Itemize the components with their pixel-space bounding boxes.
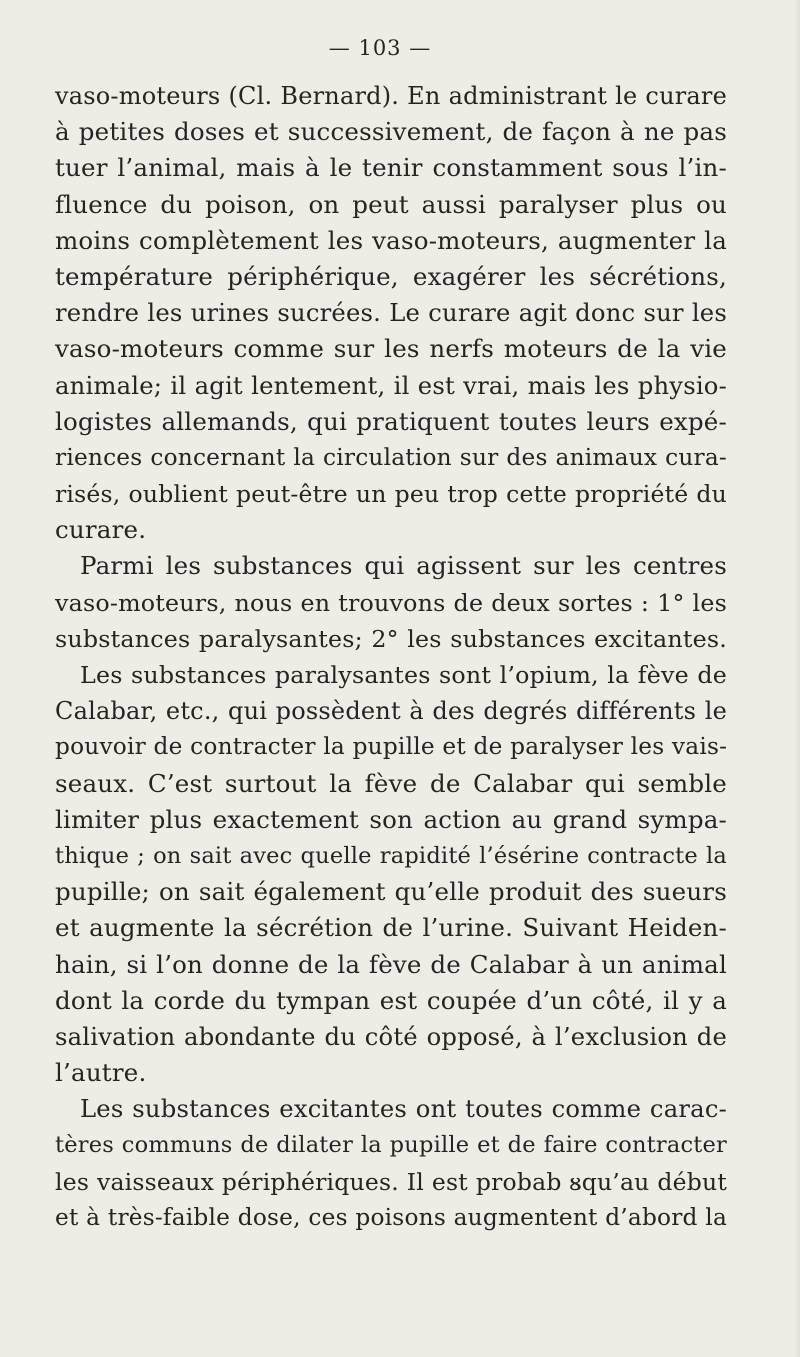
text-line: l’autre. — [55, 1058, 147, 1088]
text-line: dont la corde du tympan est coupée d’un côté, il y a — [55, 985, 727, 1015]
text-line: hain, si l’on donne de la fève de Calabar à un animal — [55, 949, 727, 979]
text-line: animale; il agit lentement, il est vrai, mais les physio- — [55, 370, 727, 400]
text-line: à petites doses et successivement, de façon à ne pas — [55, 117, 727, 147]
text-line: Les substances paralysantes sont l’opium, la fève de — [80, 661, 727, 689]
text-line: Parmi les substances qui agissent sur les centres — [80, 551, 727, 581]
text-line: seaux. C’est surtout la fève de Calabar qui semble — [55, 768, 727, 798]
text-line: risés, oublient peut-être un peu trop cette propriété du — [55, 480, 727, 509]
text-line: pouvoir de contracter la pupille et de paralyser les vais- — [55, 733, 728, 761]
text-line: rendre les urines sucrées. Le curare agit donc sur les — [55, 298, 727, 328]
text-line: limiter plus exactement son action au grand sympa- — [55, 804, 727, 834]
text-line: vaso-moteurs (Cl. Bernard). En administrant le curare — [55, 82, 727, 110]
text-line: tuer l’animal, mais à le tenir constamment sous l’in- — [55, 153, 727, 183]
text-line: les vaisseaux périphériques. Il est probab ᴕqu’au début — [55, 1167, 727, 1196]
text-line: pupille; on sait également qu’elle produit des sueurs — [55, 877, 727, 907]
text-line: tères communs de dilater la pupille et de faire contracter — [55, 1132, 727, 1159]
text-line: fluence du poison, on peut aussi paralyser plus ou — [55, 189, 727, 219]
text-line: Calabar, etc., qui possèdent à des degrés différents le — [55, 697, 727, 726]
body-text — [55, 78, 727, 1236]
text-line: Les substances excitantes ont toutes comme carac- — [80, 1094, 727, 1124]
text-line: et augmente la sécrétion de l’urine. Suivant Heiden- — [55, 913, 727, 943]
text-line: curare. — [55, 515, 147, 545]
text-line: température périphérique, exagérer les sécrétions, — [55, 261, 727, 291]
text-line: et à très-faible dose, ces poisons augmentent d’abord la — [55, 1203, 727, 1231]
page-number: — 103 — — [328, 36, 432, 60]
text-line: salivation abondante du côté opposé, à l’exclusion de — [55, 1021, 727, 1051]
text-line: thique ; on sait avec quelle rapidité l’ésérine contracte la — [55, 842, 727, 869]
text-line: vaso-moteurs, nous en trouvons de deux sortes : 1° les — [55, 588, 727, 617]
text-line: logistes allemands, qui pratiquent toutes leurs expé- — [55, 406, 727, 436]
text-line: moins complètement les vaso-moteurs, augmenter la — [55, 225, 727, 255]
text-line: riences concernant la circulation sur des animaux cura- — [55, 443, 727, 471]
text-line: vaso-moteurs comme sur les nerfs moteurs de la vie — [55, 334, 727, 364]
text-line: substances paralysantes; 2° les substances excitantes. — [55, 624, 727, 653]
